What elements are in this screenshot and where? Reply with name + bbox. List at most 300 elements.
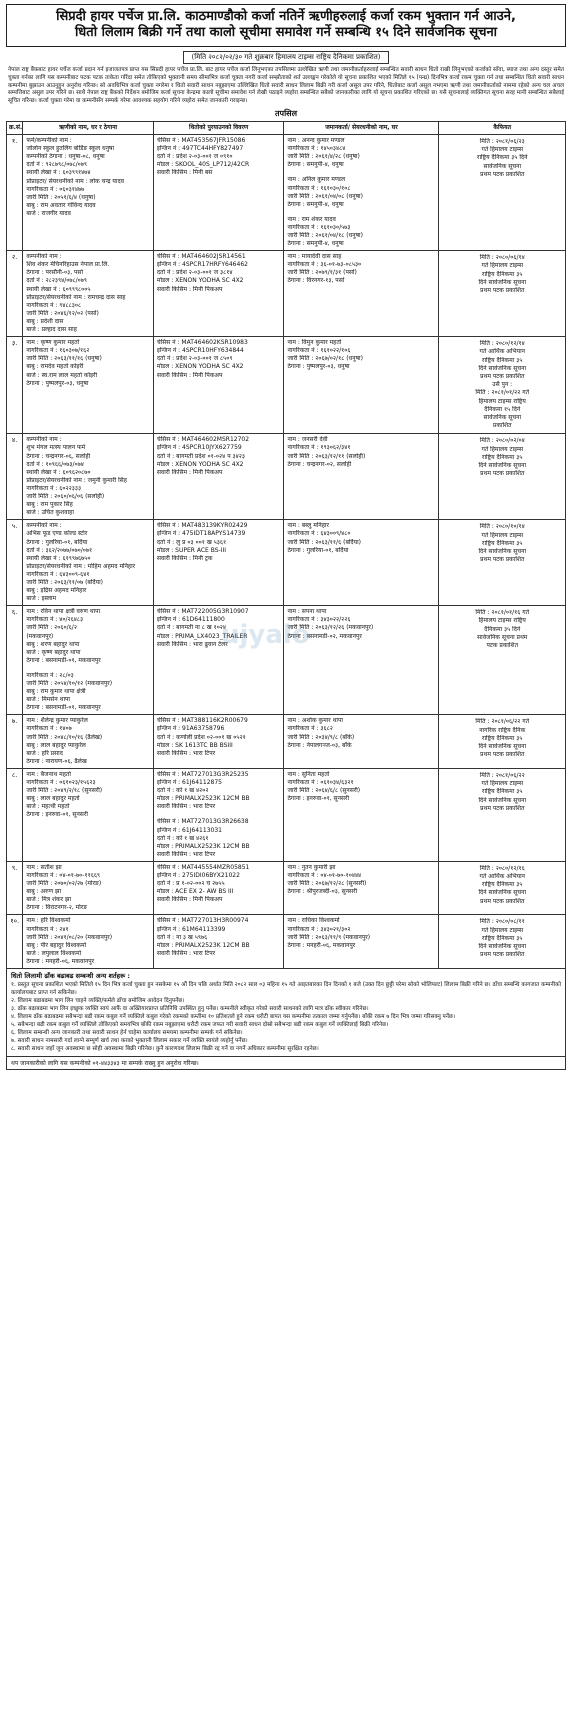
table-caption: तपसिल <box>274 108 297 118</box>
guarantor-line: जारी मिति : २०६३/१२/११ (सर्लाही) <box>287 452 366 460</box>
cell-remark <box>439 520 566 606</box>
remark-line: राष्ट्रिय दैनिकमा ३५ दिने <box>477 154 528 162</box>
guarantor-line: ठेगाना : विरनगर-१३, पर्सा <box>287 277 345 285</box>
guarantor-line: नागरिकता नं : ३६८२ <box>287 725 333 733</box>
guarantor-line: नागरिकता नं : ०४-०१-७०-१०४४४ <box>287 871 362 879</box>
table-row <box>7 135 566 251</box>
cell-borrower <box>23 520 154 606</box>
guarantor-line: ठेगाना : समनुपी-४, धनुषा <box>287 200 344 208</box>
borrower-line: दर्ता नं : ३६२/२०७७/०७०/०७१ <box>26 546 93 554</box>
table-body <box>7 135 566 969</box>
remark-line: दिने सार्वजनिक सूचना <box>478 364 526 372</box>
borrower-line: ठेगाना : गुलरिया-०१, बर्दिया <box>26 538 88 546</box>
row-serial: ३. <box>7 337 23 434</box>
guarantor-line: ठेगाना : मनहरी-०६, मकवानपुर <box>287 941 356 949</box>
remark-line: प्रथम पटक प्रकाशित <box>480 170 525 178</box>
borrower-line: स्थायी लेखा नं : ६०९६२०८७० <box>26 468 91 476</box>
remark-line: दैनिकमा ३५ दिने <box>484 625 521 633</box>
guarantor-line: ठेगाना : बसनामडी-०२, मकवानपुर <box>287 632 362 640</box>
borrower-line: जारी मिति : २०५१/६/४ (धनुषा) <box>26 193 96 201</box>
remark-line: राष्ट्रिय दैनिकमा ३५ <box>482 539 523 547</box>
term-item: ८. सवारी साधन जहाँ जुन अवस्थामा छ सोही अवस्थामा बिक्री गरिनेछ। कुनै कारणवश लिलाम बिक्री रद्द गर्ने वा नगर्ने अधिकार कम्पनीमा सुरक्षित रहनेछ। <box>11 1046 319 1052</box>
remark-line: प्रथम पटक प्रकाशित <box>480 470 525 478</box>
borrower-line: बाबु : प्रदेशी दास <box>26 317 64 325</box>
borrower-line: नाम : बैजनाथ महतो <box>26 770 71 778</box>
remark-line: दिने सार्वजनिक सूचना <box>478 796 526 804</box>
guarantor-line: नाम : अशोक कुमार थापा <box>287 717 343 725</box>
guarantor-line: ठेगाना : समनुपी-४, धनुषा <box>287 240 344 248</box>
borrower-line: जारी मिति : २०६३/११/०७ (बर्दिया) <box>26 578 103 586</box>
borrower-line: बाबु : रामदेव महतो कोइरी <box>26 363 84 371</box>
borrower-line: प्रोप्राइटर/सेयरधनीको नाम : मोहिम अहमद मनिहार <box>26 562 136 570</box>
cell-guarantor <box>284 251 439 337</box>
notice-page <box>6 0 566 1070</box>
vehicle-line: दर्ता नं : बागमती ना ८ ख १०२४ <box>156 624 227 632</box>
borrower-line: बाजे : मित्र शंकर झा <box>26 896 72 904</box>
borrower-line: ठेगाना : बसनामडी-०१, मकवानपुर <box>26 704 101 712</box>
vehicle-line: इन्जिन नं : 61M64113399 <box>156 925 226 933</box>
borrower-line: कम्पनीको नाम : <box>26 522 62 530</box>
borrower-line: बाजे : इस्लाम <box>26 595 57 603</box>
row-serial: ५. <box>7 520 23 606</box>
contact-footer: थप जानकारीको लागि यस कम्पनीको ०१-४४३३४३ मा सम्पर्क राख्नु हुन अनुरोध गरिन्छ। <box>6 1057 566 1070</box>
cell-vehicle <box>153 768 284 861</box>
remark-line: गते हिमालय टाइम्स <box>481 262 524 270</box>
borrower-line: नागरिकता नं : ६०२२३३३ <box>26 484 82 492</box>
notice-header <box>6 4 566 47</box>
guarantor-line: जारी मिति : २०६३/१२/२६ (मकवानपुर) <box>287 624 374 632</box>
guarantor-line: नाम : राधिका विश्वकर्मा <box>287 917 340 925</box>
borrower-line: जारी मिति : २०७०/०२/२७ (मोरङ) <box>26 880 102 888</box>
cell-vehicle <box>153 135 284 251</box>
borrower-line: बाबु : राम अवतार गोविन्द यादव <box>26 201 96 209</box>
guarantor-line: नागरिकता नं : ३६-०१-७३-०८५३० <box>287 261 362 269</box>
row-serial: २. <box>7 251 23 337</box>
remark-line: दैनिकमा १५ दिने <box>484 405 521 413</box>
guarantor-line: नाम : बब्लु मनिहार <box>287 522 329 530</box>
borrower-line: नाम : सतीश झा <box>26 863 62 871</box>
cell-remark <box>439 606 566 715</box>
borrower-line <box>26 665 150 672</box>
guarantor-line: नागरिकता नं : ३४३०२२/२२६ <box>287 616 351 624</box>
borrower-line: बाजे : स्व.राम लाल महतो कोइरी <box>26 371 98 379</box>
guarantor-line: जारी मिति : २०६४/६/८ (सुनसरी) <box>287 787 361 795</box>
guarantor-line: ठेगाना : श्रीपुरजब्दी-०३, सुनसरी <box>287 888 358 896</box>
borrower-line: नागरिकता नं : ०६१०२३/१५६२३ <box>26 779 96 787</box>
borrower-line: प्रोप्राइटर/सेयरधनीको नाम : रामचन्द्र दास साह <box>26 293 126 301</box>
notice-title-line-2: धितो लिलाम बिक्री गर्ने तथा कालो सूचीमा समावेश गर्ने सम्बन्धि १५ दिने सार्वजनिक सूचना <box>74 25 498 40</box>
guarantor-line: नागरिकता नं : १९३०६२/३४१ <box>287 444 351 452</box>
guarantor-line: नाम : अनन्द कुमार मण्डल <box>287 137 345 145</box>
guarantor-line: नाम : विमुन कुमार महतो <box>287 339 342 347</box>
remark-line: मिति : २०८०/१२/१६ <box>479 864 525 872</box>
publication-note-text: (मिति २०८२/०२/३० गते शुक्रबार हिमालय टाइम्स राष्ट्रिय दैनिकमा प्रकाशित) <box>183 51 390 64</box>
vehicle-line: मोडल : SKOOL_40S_LP712/42CR <box>156 161 250 169</box>
guarantor-line: नाम : मायादेवी दास साह <box>287 253 342 261</box>
remark-line: गते हिमालय टाइम्स <box>481 926 524 934</box>
remark-line: हिमालय टाइम्स राष्ट्रिय <box>478 617 526 625</box>
remark-line: प्रथम पटक प्रकाशित <box>480 804 525 812</box>
vehicle-line: मोडल : PRIMALX2523K 12CM BB <box>156 941 250 949</box>
table-row <box>7 768 566 861</box>
borrower-line: ठेगाना : परसौनी-०३, पर्सा <box>26 269 84 277</box>
publication-note <box>6 51 566 64</box>
cell-guarantor <box>284 861 439 915</box>
remark-line: हिमालय टाइम्स राष्ट्रिय <box>478 397 526 405</box>
vehicle-line: चेसिस नं : MAT727013G3R25235 <box>156 770 249 778</box>
borrower-line: बाजे : कृष्ण बहादुर थापा <box>26 648 81 656</box>
table-header-row <box>7 121 566 134</box>
borrower-line: नाम : हरि विश्वकर्मा <box>26 917 71 925</box>
vehicle-line: इन्जिन नं : 275IDI06BYX21022 <box>156 871 240 879</box>
borrower-line: अभिस फूड एण्ड कोल्ड स्टोर <box>26 530 88 538</box>
table-row <box>7 434 566 520</box>
remark-line: राष्ट्रिय दैनिकमा ३५ <box>482 453 523 461</box>
remark-line: गते आर्थिक अभियान <box>479 873 525 881</box>
borrower-line: दर्ता नं : ९२८७९८/०७८/०७९ <box>26 161 88 169</box>
vehicle-line: सवारी किसिम : भारा टिपर <box>156 803 216 811</box>
guarantor-line: नाम : अनिल कुमार मण्डल <box>287 176 346 184</box>
intro-paragraph: नेपाल राष्ट्र बैंकबाट हायर पर्चेज कर्जा प्रदान गर्न इजाजतपत्र प्राप्त यस सिप्रदी हायर पर्चेज प्रा.लि. बाट हायर पर्चेज कर्जा लिनुभएका तपसिलमा उल्लेखित ऋणी तथा जमानीकर्ताहरुलाई सम्बन्धित सवारी साधन धितो राखी लिनुभएको कर्जाको साँवा, ब्याज तथा अन्य दस्तुर समेत चुक्ता गर्नका लागि यस कम्पनीबाट पटक पटक ताकेता गरिंदा समेत तोकिएको भुक्तानी समय सीमाभित्र कर्जा चुक्ता नगरी कर्जा सम्झौताको शर्त उल्लङ्घन गरेकोले यो सूचना प्रकाशित भएको मितिले १५ (पन्ध्र) दिनभित्र कर्जा रकम चुक्ता गर्न तथा सम्बन्धित धितो सवारी साधन कम्पनीमा बुझाउन आउनुहुन अनुरोध गरिन्छ। सो अवधिभित्र कर्जा चुक्ता नगरेमा र धितो सवारी साधन नबुझाएमा उल्लिखित धितो सवारी साधन लिलाम बिक्री गरी कर्जा असुल उपर गरिने, धितोबाट कर्जा असुल नभएमा ऋणी तथा जमानीकर्ताको नाममा रहेको अन्य चल अचल सम्पत्तिबाट असुल उपर गरिने छ। साथै नेपाल राष्ट्र बैंकको निर्देशन बमोजिम कर्जा सूचना केन्द्रमा कालो सूचीमा समावेश गर्न लेखी पठाइने व्यहोरा सम्बन्धित सबैको जानकारीका लागि यो सूचना प्रकाशित गरिएको छ। यसै सूचनालाई व्यक्तिगत सूचना सरह मानी सम्बन्धित सबैलाई सूचित गरिन्छ। कर्जा चुक्ता गरेमा वा कम्पनीसँग सम्पर्क गरेमा आवश्यक सहयोग गरिने व्यहोरा समेत जानकारी गराइन्छ। <box>8 67 564 105</box>
vehicle-line: सवारी किसिम : मिनी पिकअप <box>156 896 223 904</box>
table-row <box>7 861 566 915</box>
borrower-line: दर्ता नं : १०९६६/०७३/०७४ <box>26 460 84 468</box>
borrower-line: स्थायी लेखा नं : ६०३९९१४७४ <box>26 169 91 177</box>
row-serial: ९. <box>7 861 23 915</box>
cell-guarantor <box>284 915 439 969</box>
table-row <box>7 251 566 337</box>
borrower-line: बाबु : राम पुकार सिंह <box>26 501 73 509</box>
remark-line: दिने सार्वजनिक सूचना <box>478 943 526 951</box>
vehicle-line: मोडल : PRIMALX2523K 12CM BB <box>156 795 250 803</box>
defaulter-table <box>6 121 566 969</box>
cell-borrower <box>23 768 154 861</box>
cell-borrower <box>23 715 154 769</box>
guarantor-line: नाम : नुतन कुमारी झा <box>287 863 336 871</box>
borrower-line: ठेगाना : चन्द्रनगर-०६, सर्लाही <box>26 452 91 460</box>
borrower-line: कम्पनीको नाम : <box>26 436 62 444</box>
borrower-line: प्रोप्राइटर/सेयरधनीको नाम : जमुनी कुमारी सिंह <box>26 476 127 484</box>
borrower-line: शिव शंकर मेचिनरिहाउस नेपाल प्रा.लि. <box>26 261 110 269</box>
cell-borrower <box>23 337 154 434</box>
guarantor-line: नाम : सुनिता महतो <box>287 770 330 778</box>
remark-line: राष्ट्रिय दैनिकमा ३५ <box>482 734 523 742</box>
remark-line: मिति : २०८१/०६/२२ गते <box>475 718 530 726</box>
vehicle-line: चेसिस नं : MAT445554MZR05851 <box>156 863 250 871</box>
remark-line: उसै पुन : <box>492 381 513 389</box>
row-serial: १. <box>7 135 23 251</box>
vehicle-line: दर्ता नं : प्रदेश २-०३-००१ ज ३८१४ <box>156 269 233 277</box>
table-row <box>7 520 566 606</box>
guarantor-line: नाम : राम शंकर यादव <box>287 215 336 223</box>
borrower-line: जारी मिति : २०४६/१२/०२ (पर्सा) <box>26 309 99 317</box>
remark-line: सार्वजनिक सूचना प्रथम <box>477 633 528 641</box>
term-item: २. लिलाम बढाबढमा भाग लिन चाहने व्यक्ति/फर्मले ढाँचा बमोजिम आवेदन दिनुपर्नेछ। <box>11 998 185 1004</box>
guarantor-line: नाम : जनसरी देवी <box>287 436 328 444</box>
remark-line: गते हिमालय टाइम्स <box>481 445 524 453</box>
cell-vehicle <box>153 606 284 715</box>
remark-line: प्रथम पटक प्रकाशित <box>480 897 525 905</box>
remark-line: मिति : २०८०/०६/१४ <box>479 254 525 262</box>
cell-remark <box>439 251 566 337</box>
borrower-line: शुभ मंगल मत्स्य पालन फर्म <box>26 444 86 452</box>
cell-remark <box>439 715 566 769</box>
table-row <box>7 915 566 969</box>
borrower-line: नागरिकता नं : २४१ <box>26 925 69 933</box>
borrower-line: (मकवानपुर) <box>26 632 54 640</box>
vehicle-line: दर्ता नं : को १ ख ४२०२ <box>156 787 209 795</box>
row-serial: ८. <box>7 768 23 861</box>
borrower-line: बाजे : हरि प्रसाद <box>26 749 63 757</box>
guarantor-line: नागरिकता नं : १६१०३०/१०८ <box>287 184 351 192</box>
term-item: १. प्रस्तुत सूचना प्रकाशित भएको मितिले १५ दिन भित्र कर्जा चुक्ता हुन नसकेमा १५ औं दिन पछि अर्थात मिति २०८२ साल ०३ महिना १५ गते आइतबारका दिन दिनको १ बजे (उक्त दिन छुट्टी परेमा सोको भोलिपल्ट) लिलाम बिक्री गरिने छ। ढाँचा सम्बन्धि कागजात कम्पनीको कार्यालयबाट प्राप्त गर्न सकिनेछ। <box>11 982 561 996</box>
cell-remark <box>439 434 566 520</box>
remark-line: मिति : २०८१/०१/२२ गते <box>475 389 530 397</box>
remark-line: प्रथम पटक प्रकाशित <box>480 751 525 759</box>
cell-remark <box>439 768 566 861</box>
vehicle-line: सवारी किसिम : भारा ढुवान टेलर <box>156 640 228 648</box>
vehicle-line: मोडल : XENON YODHA SC 4X2 <box>156 363 244 371</box>
remark-line: राष्ट्रिय दैनिकमा ३५ <box>482 881 523 889</box>
borrower-line: नागरिकता नं : ०६०३१४७७ <box>26 185 85 193</box>
col-header-remark: कैफियत <box>439 121 566 134</box>
vehicle-line: मोडल : SUPER ACE BS-III <box>156 546 226 554</box>
remark-line: नागरिक राष्ट्रिय दैनिक <box>479 726 526 734</box>
row-serial: ४. <box>7 434 23 520</box>
vehicle-line: दर्ता नं : कर्णाली प्रदेश ०२-००१ ख ०५२१ <box>156 733 246 741</box>
remark-line: राष्ट्रिय दैनिकमा ३५ <box>482 934 523 942</box>
vehicle-line: चेसिस नं : MAT483139KYR02429 <box>156 522 248 530</box>
borrower-line: जोलोन स्कुल हुतलिंग बोर्डिङ स्कुल धनुषा <box>26 145 115 153</box>
vehicle-line: चेसिस नं : MAT388116K2R00679 <box>156 717 248 725</box>
borrower-line: बाजे : लपुलाल विश्वकर्मा <box>26 949 82 957</box>
remark-line: दिने सार्वजनिक सूचना <box>478 742 526 750</box>
guarantor-line: ठेगाना : चन्द्रनगर-०२, सर्लाही <box>287 460 352 468</box>
cell-borrower <box>23 861 154 915</box>
borrower-line: नाम : शैलेन्द्र कुमार प्याकुरेल <box>26 717 88 725</box>
remark-line: राष्ट्रिय दैनिकमा ३५ <box>482 356 523 364</box>
remark-line: राष्ट्रिय दैनिकमा ३५ <box>482 788 523 796</box>
guarantor-line: ठेगाना : पुष्पलपुर-०३, धनुषा <box>287 363 350 371</box>
col-header-vehicle: धितोको पुरयाउनको विवरण <box>153 121 284 134</box>
table-row <box>7 337 566 434</box>
vehicle-line: दर्ता नं : बागमती प्रदेश ०१-०२४ प ३४२३ <box>156 452 245 460</box>
remark-line: पटक प्रकाशित <box>486 642 519 650</box>
guarantor-line <box>287 169 435 176</box>
borrower-line: जारी मिति : २०४८/१०/१६ (ढैलेख) <box>26 733 103 741</box>
borrower-line: नागरिकता नं : १६०३०७/१६२ <box>26 347 90 355</box>
vehicle-line: चेसिस नं : MAT453567JFR15086 <box>156 137 246 145</box>
cell-vehicle <box>153 861 284 915</box>
remark-line: गते हिमालय टाइम्स <box>481 531 524 539</box>
cell-vehicle <box>153 434 284 520</box>
cell-guarantor <box>284 337 439 434</box>
vehicle-line: इन्जिन नं : 91A63758796 <box>156 725 225 733</box>
borrower-line: बाबु : लाल बहादुर प्याकुरेल <box>26 741 86 749</box>
vehicle-line: चेसिस नं : MAT722005G3R10907 <box>156 608 249 616</box>
remark-line: प्रथम पटक प्रकाशित <box>480 556 525 564</box>
guarantor-line: नागरिकता नं : ०६१०३४/६३२१ <box>287 779 354 787</box>
vehicle-line: मोडल : XENON YODHA SC 4X2 <box>156 277 244 285</box>
col-header-guarantor: जमानकर्ता/ सेयरधनीको नाम, घर <box>284 121 439 134</box>
borrower-line: जारी मिति : २०६३/११/१६ (धनुषा) <box>26 355 102 363</box>
vehicle-line: इन्जिन नं : 475IDT18APYS14739 <box>156 530 246 538</box>
remark-line: राष्ट्रिय दैनिकमा ३५ <box>482 270 523 278</box>
borrower-line: नाम : कृष्ण कुमार महतो <box>26 339 80 347</box>
term-item: ७. सवारी साधन नामसारी गर्दा लाग्ने सम्पूर्ण खर्च तथा करको भुक्तानी लिलाम सकार गर्ने व्यक्ति स्वयंले व्यहोर्नु पर्नेछ। <box>11 1038 248 1044</box>
vehicle-line <box>157 811 281 818</box>
cell-guarantor <box>284 135 439 251</box>
borrower-line: कम्पनीको नाम : <box>26 253 62 261</box>
borrower-line: नागरिकता नं : १४०७ <box>26 725 72 733</box>
cell-borrower <box>23 434 154 520</box>
vehicle-line: सवारी किसिम : भारा टिपर <box>156 949 216 957</box>
borrower-line: बाबु : शरण बहादुर थापा <box>26 640 80 648</box>
term-item: ४. लिलाम ढाँक बढाबढमा सबैभन्दा बढी रकम कबुल गर्ने व्यक्तिले कबुल गरेको रकमको कम्तीमा १० प्रतिशतले हुने रकम धरौटी बापत यस कम्पनीमा तत्काल जम्मा गर्नुपर्नेछ। बाँकी रकम ७ दिन भित्र जम्मा गरिसक्नु पर्नेछ। <box>11 1014 456 1020</box>
borrower-line: स्थायी लेखा नं : ६१९९७६७५० <box>26 554 91 562</box>
guarantor-line: जारी मिति : २०६७/१२/२८ (सुनसरी) <box>287 880 367 888</box>
borrower-line: ठेगाना : इनरुवा-०१, सुनसरी <box>26 811 88 819</box>
remark-line: प्रकाशित <box>492 422 512 430</box>
guarantor-line: नागरिकता नं : १६१०३०/५७३ <box>287 223 351 231</box>
vehicle-line: चेसिस नं : MAT464602JSR14561 <box>156 253 246 261</box>
vehicle-line: इन्जिन नं : 4SPCR10HFY634844 <box>156 347 244 355</box>
guarantor-line: नाम : सपना थापा <box>287 608 327 616</box>
vehicle-line: सवारी किसिम : मिनी ट्रक <box>156 554 213 562</box>
col-header-sn: क्र.सं. <box>7 121 23 134</box>
borrower-line: कम्पनीको ठेगाना : धनुषा-०८, धनुषा <box>26 153 105 161</box>
vehicle-line: सवारी किसिम : मिनी पिकअप <box>156 371 223 379</box>
borrower-line: बाबु : अरुण झा <box>26 888 62 896</box>
row-serial: १०. <box>7 915 23 969</box>
auction-terms <box>6 969 566 1057</box>
guarantor-line: ठेगाना : इनरुवा-०१, सुनसरी <box>287 795 349 803</box>
borrower-line: नाम : रविन थापा क्षत्री वरुण थापा <box>26 608 101 616</box>
term-item: ५. सबैभन्दा बढी रकम कबुल गर्ने व्यक्तिले तोकिएको समयभित्र बाँकी रकम नबुझाएमा धरौटी रकम जफत गरी सवारी साधन दोस्रो सबैभन्दा बढी रकम कबुल गर्ने व्यक्तिलाई बिक्री गरिनेछ। <box>11 1022 389 1028</box>
vehicle-line: चेसिस नं : MAT464602MSR12702 <box>156 436 250 444</box>
guarantor-line <box>287 209 435 216</box>
remark-line: मिति : २०८०/०२/०४ <box>479 437 525 445</box>
remark-line: प्रथम पटक प्रकाशित <box>480 372 525 380</box>
borrower-line: ठेगाना : बसनामडी-०१, मकवानपुर <box>26 656 101 664</box>
borrower-line: ठेगाना : विराटनगर-२, मोरङ <box>26 904 88 912</box>
vehicle-line: मोडल : SK 1613TC BB BSIII <box>156 741 233 749</box>
cell-borrower <box>23 135 154 251</box>
cell-guarantor <box>284 768 439 861</box>
borrower-line: प्रोप्राइटर/ सेयरधनीको नाम : लोक चन्द्र यादव <box>26 177 124 185</box>
cell-remark <box>439 135 566 251</box>
guarantor-line: जारी मिति : २०६३/११/६ (बर्दिया) <box>287 538 361 546</box>
table-row <box>7 606 566 715</box>
notice-title-line-1: सिप्रदी हायर पर्चेज प्रा.लि. काठमाण्डौको कर्जा नतिर्ने ऋणीहरुलाई कर्जा रकम भुक्तान गर्न आउने, <box>56 9 516 24</box>
cell-vehicle <box>153 337 284 434</box>
remark-line: गते हिमालय टाइम्स <box>481 146 524 154</box>
cell-vehicle <box>153 251 284 337</box>
remark-line: मिति : २०८०/०८/११ <box>479 918 525 926</box>
borrower-line: नागरिकता नं : ४०/२६४८३ <box>26 616 84 624</box>
guarantor-line: नागरिकता नं : ६४३००९/४८० <box>287 530 351 538</box>
vehicle-line: मोडल : PRIMA_LX4023_TRAILER <box>156 632 248 640</box>
cell-borrower <box>23 251 154 337</box>
vehicle-line: इन्जिन नं : 61J64112875 <box>156 779 222 787</box>
guarantor-line: जारी मिति : २०६७/०२/१८ (धनुषा) <box>287 355 363 363</box>
borrower-line: ठेगाना : नारायण-०६, ढैलेख <box>26 757 87 765</box>
row-serial: ६. <box>7 606 23 715</box>
borrower-line: जारी मिति : २०६०/०६/०६ (सर्लाही) <box>26 493 105 501</box>
vehicle-line: मोडल : PRIMALX2523K 12CM BB <box>156 842 250 850</box>
borrower-line: बाजे : मिमसेन थापा <box>26 696 70 704</box>
vehicle-line: इन्जिन नं : 61D64111800 <box>156 616 225 624</box>
borrower-line: जारी मिति : २०६०/६/२ <box>26 624 77 632</box>
cell-remark <box>439 337 566 434</box>
remark-line: दिने सार्वजनिक सूचना <box>478 461 526 469</box>
guarantor-line: नागरिकता नं : १६१०२२/१०६ <box>287 347 351 355</box>
borrower-line: बाजे : महत्थी महतो <box>26 803 70 811</box>
guarantor-line: नागरिकता नं : १४५०३४८४ <box>287 145 346 153</box>
borrower-line: नागरिकता नं : ६४३००९-६४१ <box>26 570 90 578</box>
guarantor-line: जारी मिति : २०७९/१/३१ (पर्सा) <box>287 269 357 277</box>
vehicle-line: सवारी किसिम : मिनी बस <box>156 169 213 177</box>
remark-line: सार्वजनिक सूचना <box>483 413 522 421</box>
terms-heading: धितो लिलामी ढाँक बढाबढ सम्बन्धी अन्य शर्तहरू : <box>11 972 131 980</box>
remark-line: दिने सार्वजनिक सूचना <box>478 547 526 555</box>
guarantor-line: ठेगाना : नेपालगञ्ज-०३, बाँके <box>287 741 352 749</box>
borrower-line: बाजे : उचित कुशवाहा <box>26 509 74 517</box>
remark-line: मिति : २०८०/१०/१४ <box>479 523 525 531</box>
borrower-line: नागरिकता नं : ०४-०१-७०-११६६९ <box>26 871 101 879</box>
remark-line: प्रथम पटक प्रकाशित <box>480 287 525 295</box>
guarantor-line: जारी मिति : २०६३/११/९ (मकवानपुर) <box>287 933 371 941</box>
vehicle-line: इन्जिन नं : 497TC44HFY827497 <box>156 145 244 153</box>
cell-remark <box>439 861 566 915</box>
remark-line: मिति : २०८०/१२/१४ <box>479 340 525 348</box>
cell-vehicle <box>153 520 284 606</box>
cell-remark <box>439 915 566 969</box>
borrower-line: नागरिकता नं : २८/०३ <box>26 671 74 679</box>
vehicle-line: दर्ता नं : को १ ख ४२६१ <box>156 834 209 842</box>
borrower-line: जारी मिति : २०४९/२/१८ (सुनसरी) <box>26 787 103 795</box>
term-item: ३. ढाँक बढाबढमा भाग लिन इच्छुक व्यक्ति स्वयं आफैं वा अख्तियारप्राप्त प्रतिनिधि उपस्थित हुनु पर्नेछ। कम्पनीले स्वीकृत गरेको सवारी साधनको लागि मात्र ढाँक स्वीकार गरिनेछ। <box>11 1006 369 1012</box>
vehicle-line: चेसिस नं : MAT727013H3R00974 <box>156 917 249 925</box>
vehicle-line: मोडल : XENON YODHA SC 4X2 <box>156 460 244 468</box>
guarantor-line: ठेगाना : गुलरिया-०१, बर्दिया <box>287 546 349 554</box>
remark-line: सार्वजनिक सूचना <box>483 162 522 170</box>
vehicle-line: दर्ता नं : प्र १-०२-००२ च २७५५ <box>156 880 225 888</box>
guarantor-line: नागरिकता नं : ३४३०२१/३०२ <box>287 925 351 933</box>
borrower-line: बाबु : पीर बहादुर विश्वकर्मा <box>26 941 87 949</box>
term-item: ६. लिलाम सम्बन्धी अन्य जानकारी तथा सवारी साधन हेर्न चाहेमा कार्यालय समयमा कम्पनीमा सम्पर्क गर्न सकिनेछ। <box>11 1030 243 1036</box>
borrower-line: स्थायी लेखा नं : ६०९९९८००५ <box>26 285 91 293</box>
cell-borrower <box>23 606 154 715</box>
borrower-line: बाबु : इद्रिस अहमद मनिहार <box>26 587 87 595</box>
guarantor-line: जारी मिति : २०६१/०४/१८ (धनुषा) <box>287 232 363 240</box>
vehicle-line: सवारी किसिम : भारा टिपर <box>156 749 216 757</box>
borrower-line: बाजे : प्रल्हाद दास साह <box>26 326 77 334</box>
remark-line: प्रथम पटक प्रकाशित <box>480 951 525 959</box>
guarantor-line: ठेगाना : समनुपी-४, धनुषा <box>287 161 344 169</box>
vehicle-line: इन्जिन नं : 61J64113031 <box>156 826 222 834</box>
remark-line: मिति : २०८१/०६/२२ <box>479 771 525 779</box>
watermark-logo: ujyalo <box>221 620 310 650</box>
table-row <box>7 715 566 769</box>
remark-line: मिति : २०८१/०१/१६ गते <box>475 609 530 617</box>
guarantor-line: जारी मिति : २०३४/९/८ (बाँके) <box>287 733 355 741</box>
borrower-line: बाबु : राम कुमार थापा क्षेत्री <box>26 688 86 696</box>
cell-vehicle <box>153 715 284 769</box>
borrower-line: जारी मिति : २०५४/१०/१२ (मकवानपुर) <box>26 680 113 687</box>
borrower-line: बाबु : लाल बहादुर महतो <box>26 795 80 803</box>
remark-line: दिने सार्वजनिक सूचना <box>478 278 526 286</box>
